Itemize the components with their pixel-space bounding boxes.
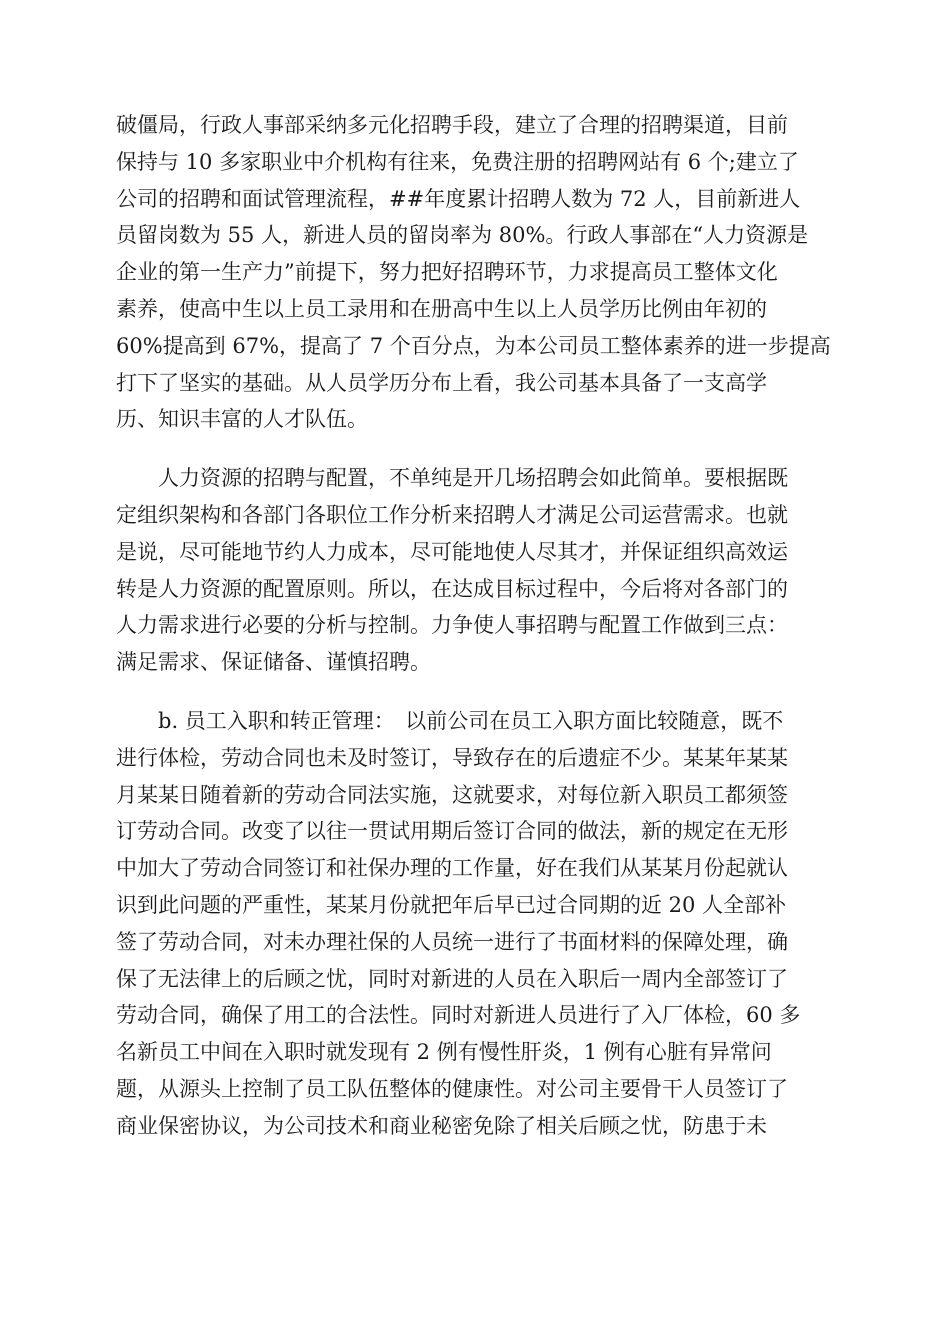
- text-line: 是说，尽可能地节约人力成本，尽可能地使人尽其才，并保证组织高效运: [116, 539, 788, 564]
- text-line: 名新员工中间在入职时就发现有 2 例有慢性肝炎，1 例有心脏有异常问: [116, 1040, 772, 1065]
- text-line: 满足需求、保证储备、谨慎招聘。: [116, 650, 431, 675]
- document-page: [116, 107, 838, 1145]
- text-line: b. 员工入职和转正管理： 以前公司在员工入职方面比较随意，既不: [158, 708, 784, 733]
- text-line: 月某某日随着新的劳动合同法实施，这就要求，对每位新入职员工都须签: [116, 782, 788, 807]
- paragraph-2: [116, 460, 838, 681]
- text-line: 商业保密协议，为公司技术和商业秘密免除了相关后顾之忧，防患于未: [116, 1113, 767, 1138]
- text-line: 题，从源头上控制了员工队伍整体的健康性。对公司主要骨干人员签订了: [116, 1076, 788, 1101]
- text-line: 进行体检，劳动合同也未及时签订，导致存在的后遗症不少。某某年某某: [116, 745, 788, 770]
- paragraph-3: [116, 703, 838, 1145]
- text-line: 企业的第一生产力”前提下，努力把好招聘环节，力求提高员工整体文化: [116, 260, 778, 285]
- text-line: 打下了坚实的基础。从人员学历分布上看，我公司基本具备了一支高学: [116, 370, 767, 395]
- text-line: 签了劳动合同，对未办理社保的人员统一进行了书面材料的保障处理，确: [116, 929, 788, 954]
- text-line: 人力需求进行必要的分析与控制。力争使人事招聘与配置工作做到三点：: [116, 613, 788, 638]
- text-line: 识到此问题的严重性，某某月份就把年后早已过合同期的近 20 人全部补: [116, 892, 787, 917]
- text-line: 公司的招聘和面试管理流程，##年度累计招聘人数为 72 人，目前新进人: [116, 186, 801, 211]
- paragraph-gap: [116, 681, 838, 703]
- text-line: 破僵局，行政人事部采纳多元化招聘手段，建立了合理的招聘渠道，目前: [116, 113, 788, 137]
- text-line: 60%提高到 67%，提高了 7 个百分点，为本公司员工整体素养的进一步提高: [116, 333, 831, 358]
- text-line: 中加大了劳动合同签订和社保办理的工作量，好在我们从某某月份起就认: [116, 856, 788, 881]
- text-line: 劳动合同，确保了用工的合法性。同时对新进人员进行了入厂体检，60 多: [116, 1003, 801, 1028]
- text-line: 历、知识丰富的人才队伍。: [116, 407, 368, 432]
- text-line: 员留岗数为 55 人，新进人员的留岗率为 80%。行政人事部在“人力资源是: [116, 223, 809, 248]
- text-line: 人力资源的招聘与配置，不单纯是开几场招聘会如此简单。要根据既: [158, 466, 788, 491]
- text-line: 保持与 10 多家职业中介机构有往来，免费注册的招聘网站有 6 个;建立了: [116, 149, 799, 174]
- text-line: 素养，使高中生以上员工录用和在册高中生以上人员学历比例由年初的: [116, 296, 767, 321]
- text-line: 保了无法律上的后顾之忧，同时对新进的人员在入职后一周内全部签订了: [116, 966, 788, 991]
- paragraph-1: [116, 107, 838, 438]
- paragraph-gap: [116, 438, 838, 460]
- text-line: 订劳动合同。改变了以往一贯试用期后签订合同的做法，新的规定在无形: [116, 819, 788, 844]
- text-line: 定组织架构和各部门各职位工作分析来招聘人才满足公司运营需求。也就: [116, 502, 788, 527]
- text-line: 转是人力资源的配置原则。所以，在达成目标过程中，今后将对各部门的: [116, 576, 788, 601]
